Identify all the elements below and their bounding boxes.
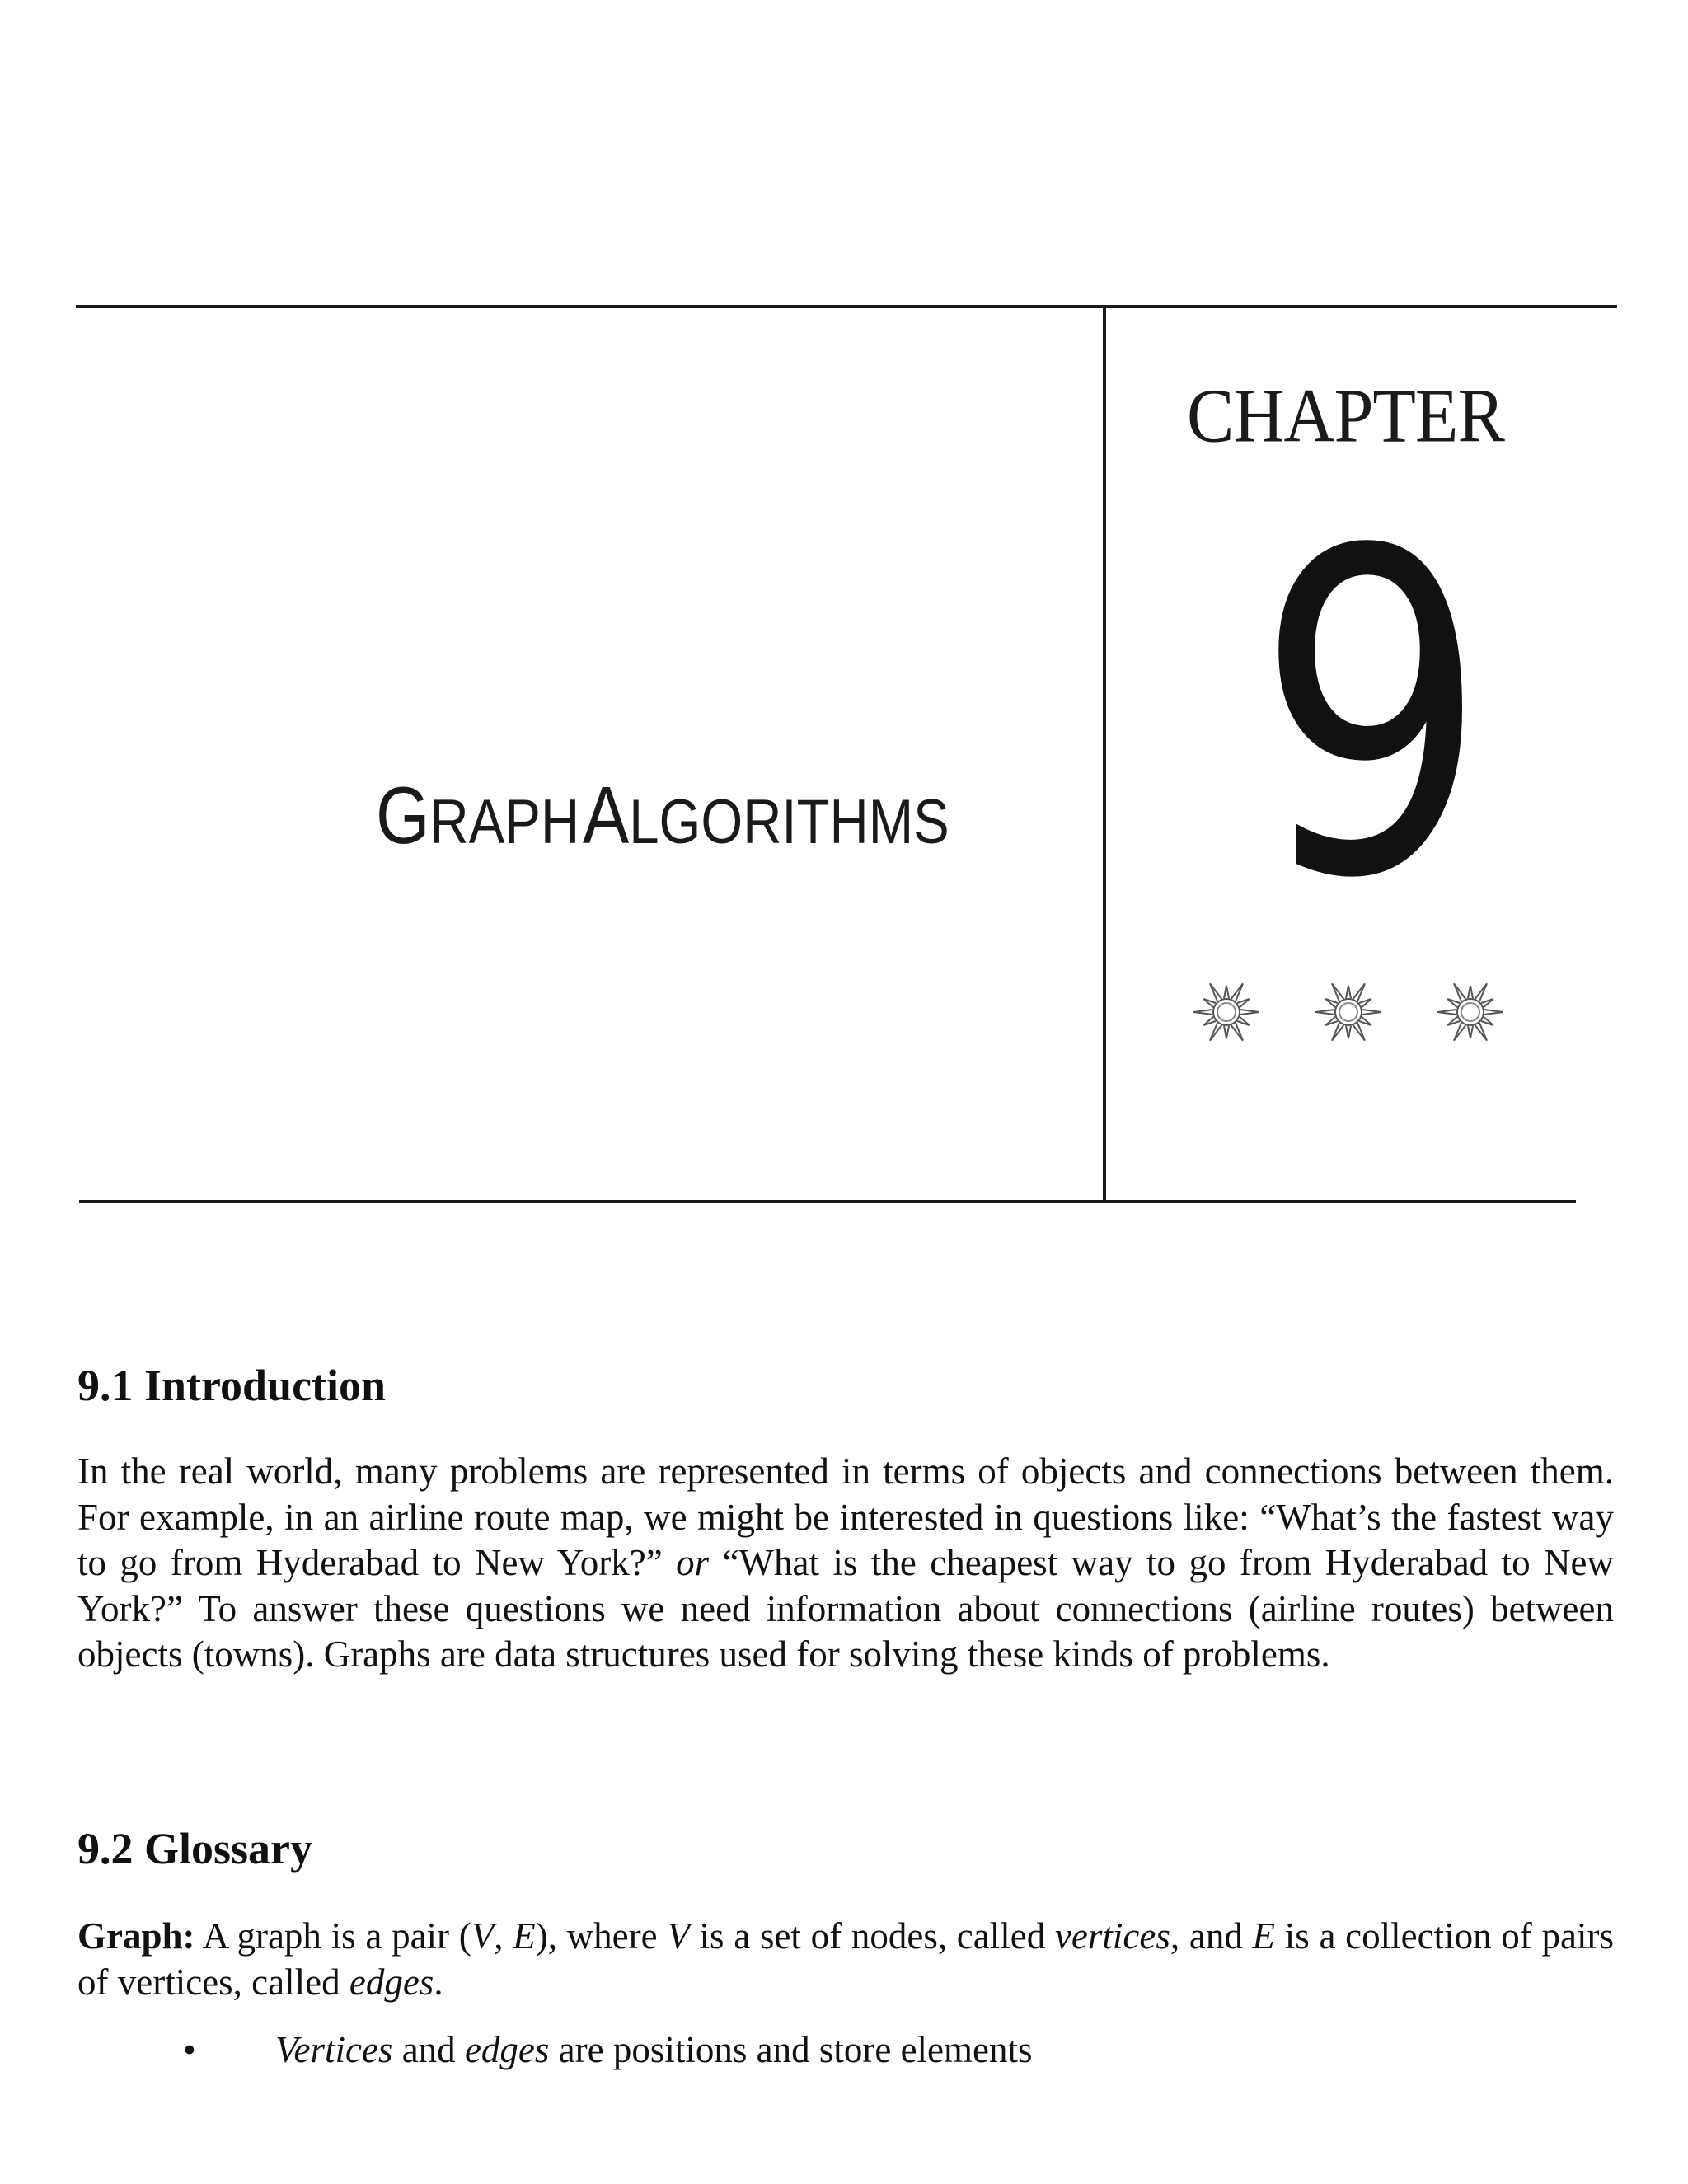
sun-ornament-icon (1315, 971, 1381, 1053)
section-heading-glossary: 9.2 Glossary (77, 1824, 313, 1873)
definition-text: , and (1170, 1915, 1253, 1957)
definition-text: ), where (535, 1915, 668, 1957)
definition-text: . (434, 1961, 443, 2003)
chapter-title-rest: RAPH (429, 787, 580, 857)
section-heading-introduction: 9.1 Introduction (77, 1361, 387, 1410)
chapter-number: 9 (1255, 458, 1489, 976)
definition-text: , (494, 1915, 513, 1957)
term-vertices: Vertices (275, 2029, 393, 2070)
introduction-paragraph (77, 1449, 1614, 1678)
introduction-text: “What is the cheapest way to go from Hyderabad to New York?” To answer these questions we need information about connections (airline routes) between objects (towns). Graphs are data structures used for solving these kinds of problems. (77, 1542, 1615, 1675)
math-v: V (667, 1915, 690, 1957)
chapter-label: CHAPTER (1187, 373, 1504, 458)
header-rule-divider (1103, 305, 1106, 1203)
chapter-title-initial: A (582, 770, 630, 860)
chapter-title (376, 770, 950, 860)
math-e: E (513, 1915, 536, 1957)
glossary-term-graph: Graph: (77, 1915, 195, 1957)
chapter-title-initial: G (376, 770, 430, 860)
introduction-or: or (676, 1542, 710, 1583)
sun-ornament-icon (1437, 971, 1503, 1053)
definition-text: is a set of nodes, called (689, 1915, 1055, 1957)
bullet-text: and (392, 2029, 465, 2070)
math-v: V (471, 1915, 495, 1957)
sun-ornament-icon (1193, 971, 1259, 1053)
glossary-bullet-item (183, 2027, 1584, 2074)
bullet-text: are positions and store elements (549, 2029, 1033, 2070)
math-e: E (1252, 1915, 1276, 1957)
chapter-ornaments (1193, 971, 1523, 1053)
glossary-graph-definition (77, 1914, 1614, 2005)
chapter-title-rest: LGORITHMS (629, 787, 950, 857)
introduction-text: In the real world, many problems are represented in terms of objects and connections between them. For example, in an airline route map, we might be interested in questions like: “What’s the fastest way to go from Hyderabad to New York?” (77, 1451, 1614, 1583)
header-rule-top (76, 305, 1617, 308)
term-vertices: vertices (1054, 1915, 1170, 1957)
definition-text: A graph is a pair ( (195, 1915, 471, 1957)
term-edges: edges (464, 2029, 550, 2070)
header-rule-bottom (79, 1200, 1576, 1203)
bullet-icon: • (183, 2029, 196, 2070)
definition-text: is a collection of pairs of vertices, called (77, 1915, 1614, 2003)
term-edges: edges (349, 1961, 434, 2003)
